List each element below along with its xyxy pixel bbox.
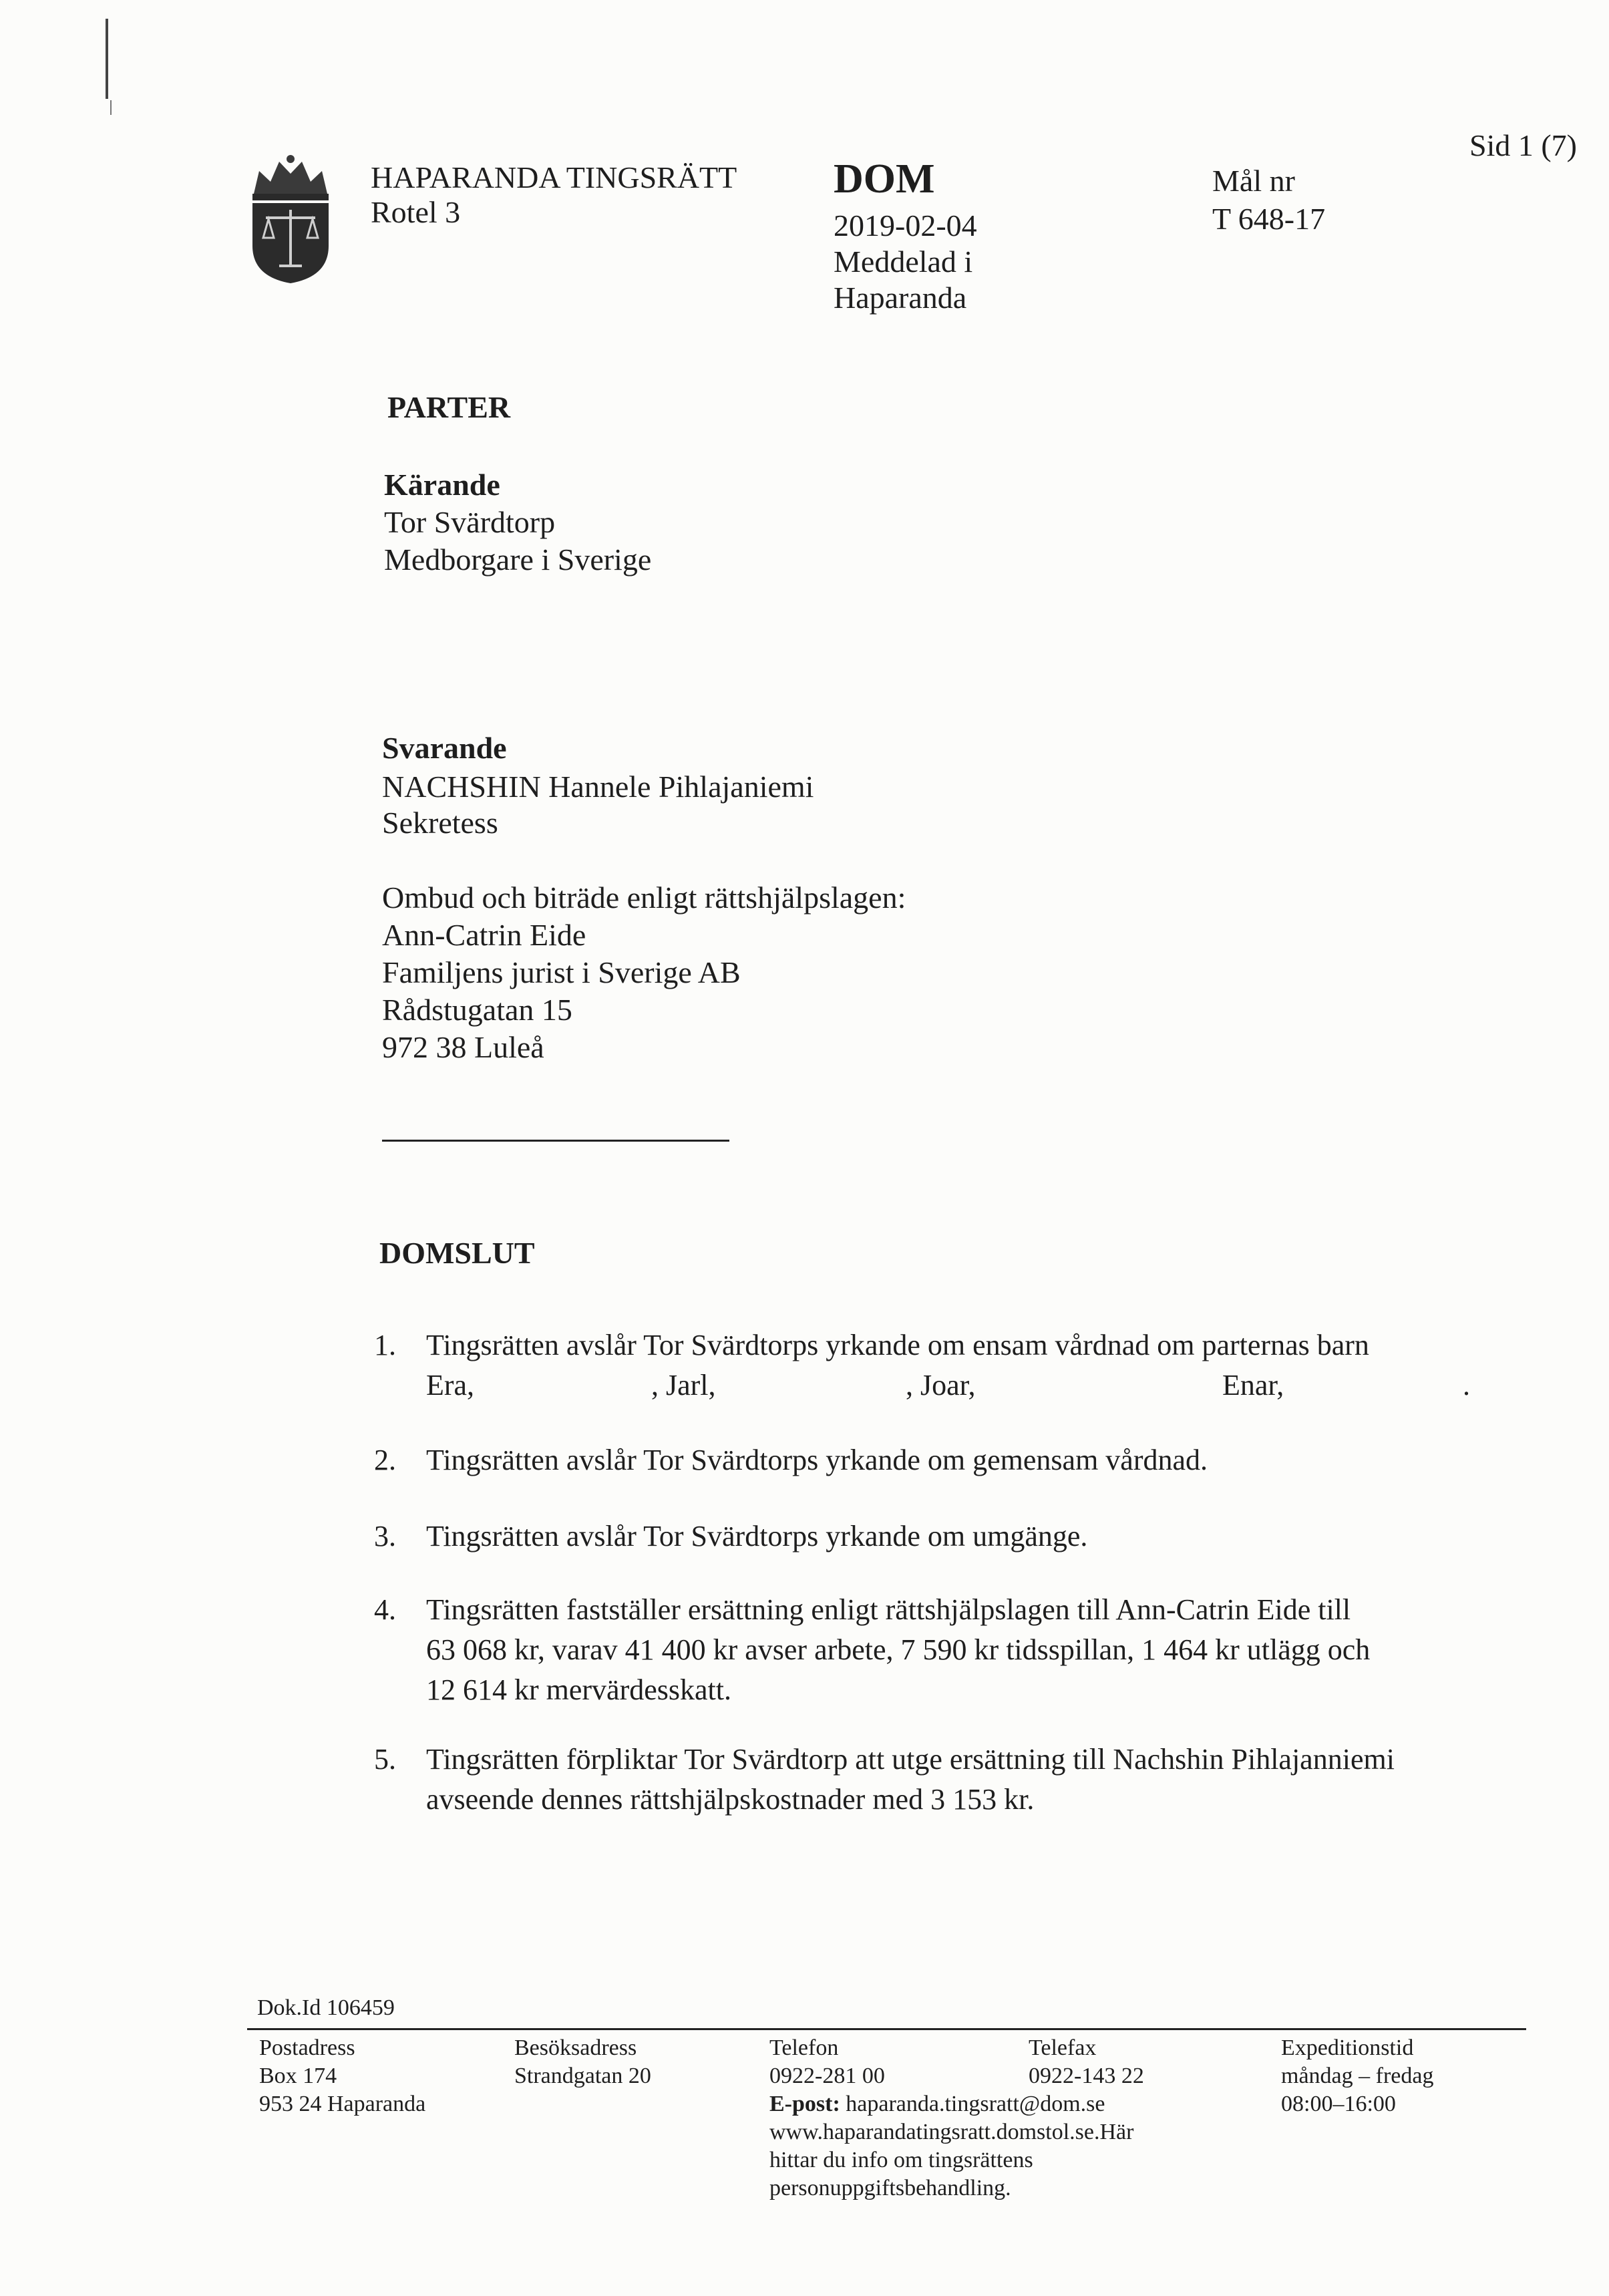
visit-heading: Besöksadress (514, 2035, 637, 2060)
item-text-cont: 12 614 kr mervärdesskatt. (426, 1673, 731, 1706)
counsel-firm: Familjens jurist i Sverige AB (382, 955, 741, 989)
page-number: Sid 1 (7) (1469, 128, 1577, 162)
plaintiff-info: Medborgare i Sverige (384, 542, 652, 577)
judgment-date: 2019-02-04 (834, 208, 977, 242)
item-text: Tingsrätten förpliktar Tor Svärdtorp att utge ersättning till Nachshin Pihlajanniemi (426, 1743, 1395, 1776)
case-number: T 648-17 (1212, 202, 1326, 236)
email-line (769, 2091, 1105, 2118)
issued-place: Haparanda (834, 281, 967, 315)
fax-value: 0922-143 22 (1029, 2064, 1144, 2088)
hours-days: måndag – fredag (1281, 2064, 1434, 2088)
email-label: E-post: (769, 2092, 840, 2116)
website-note-cont: personuppgiftsbehandling. (769, 2176, 1011, 2200)
item-number: 3. (374, 1520, 396, 1552)
section-divider (382, 1140, 729, 1142)
parties-heading: PARTER (387, 390, 511, 424)
website-note: hittar du info om tingsrättens (769, 2148, 1033, 2172)
item-number: 1. (374, 1329, 396, 1361)
court-name: HAPARANDA TINGSRÄTT (371, 160, 737, 194)
item-text-cont: avseende dennes rättshjälpskostnader med 3 153 kr. (426, 1783, 1035, 1816)
court-division: Rotel 3 (371, 195, 461, 229)
counsel-street: Rådstugatan 15 (382, 993, 572, 1027)
postal-city: 953 24 Haparanda (259, 2092, 426, 2116)
document-type: DOM (834, 156, 935, 202)
child-name-jarl: , Jarl, (651, 1369, 716, 1402)
item-number: 2. (374, 1444, 396, 1476)
defendant-info: Sekretess (382, 806, 498, 840)
item-text-cont: 63 068 kr, varav 41 400 kr avser arbete, 7 590 kr tidsspillan, 1 464 kr utlägg och (426, 1633, 1371, 1666)
counsel-city: 972 38 Luleå (382, 1030, 544, 1064)
phone-value: 0922-281 00 (769, 2064, 885, 2088)
plaintiff-name: Tor Svärdtorp (384, 505, 556, 539)
postal-heading: Postadress (259, 2035, 355, 2060)
child-name-joar: , Joar, (906, 1369, 976, 1402)
scan-artifact-line (106, 19, 108, 99)
website-link[interactable]: www.haparandatingsratt.domstol.se.Här (769, 2120, 1134, 2144)
child-name-era: Era, (426, 1369, 475, 1402)
footer-rule (247, 2028, 1526, 2030)
judgment-heading: DOMSLUT (379, 1236, 535, 1270)
hours-time: 08:00–16:00 (1281, 2092, 1396, 2116)
postal-box: Box 174 (259, 2064, 337, 2088)
hours-heading: Expeditionstid (1281, 2035, 1414, 2060)
item-text: Tingsrätten avslår Tor Svärdtorps yrkande om gemensam vårdnad. (426, 1444, 1208, 1476)
counsel-name: Ann-Catrin Eide (382, 918, 586, 952)
item-number: 4. (374, 1593, 396, 1626)
plaintiff-heading: Kärande (384, 468, 500, 502)
counsel-intro: Ombud och biträde enligt rättshjälpslagen: (382, 880, 906, 915)
item-number: 5. (374, 1743, 396, 1776)
item-text: Tingsrätten avslår Tor Svärdtorps yrkande om umgänge. (426, 1520, 1088, 1552)
scan-artifact-tick (110, 100, 112, 115)
visit-address: Strandgatan 20 (514, 2064, 651, 2088)
child-name-enar: Enar, (1222, 1369, 1284, 1402)
defendant-name: NACHSHIN Hannele Pihlajaniemi (382, 770, 814, 804)
fax-heading: Telefax (1029, 2035, 1097, 2060)
email-link[interactable]: haparanda.tingsratt@dom.se (846, 2092, 1105, 2116)
item-end-period: . (1463, 1369, 1470, 1402)
item-text: Tingsrätten fastställer ersättning enligt rättshjälpslagen till Ann-Catrin Eide till (426, 1593, 1351, 1626)
item-text: Tingsrätten avslår Tor Svärdtorps yrkande om ensam vårdnad om parternas barn (426, 1329, 1369, 1361)
issued-label: Meddelad i (834, 244, 973, 279)
phone-heading: Telefon (769, 2035, 839, 2060)
case-number-label: Mål nr (1212, 164, 1295, 198)
document-id: Dok.Id 106459 (257, 1995, 395, 2020)
court-emblem-icon (240, 152, 341, 286)
defendant-heading: Svarande (382, 731, 507, 765)
